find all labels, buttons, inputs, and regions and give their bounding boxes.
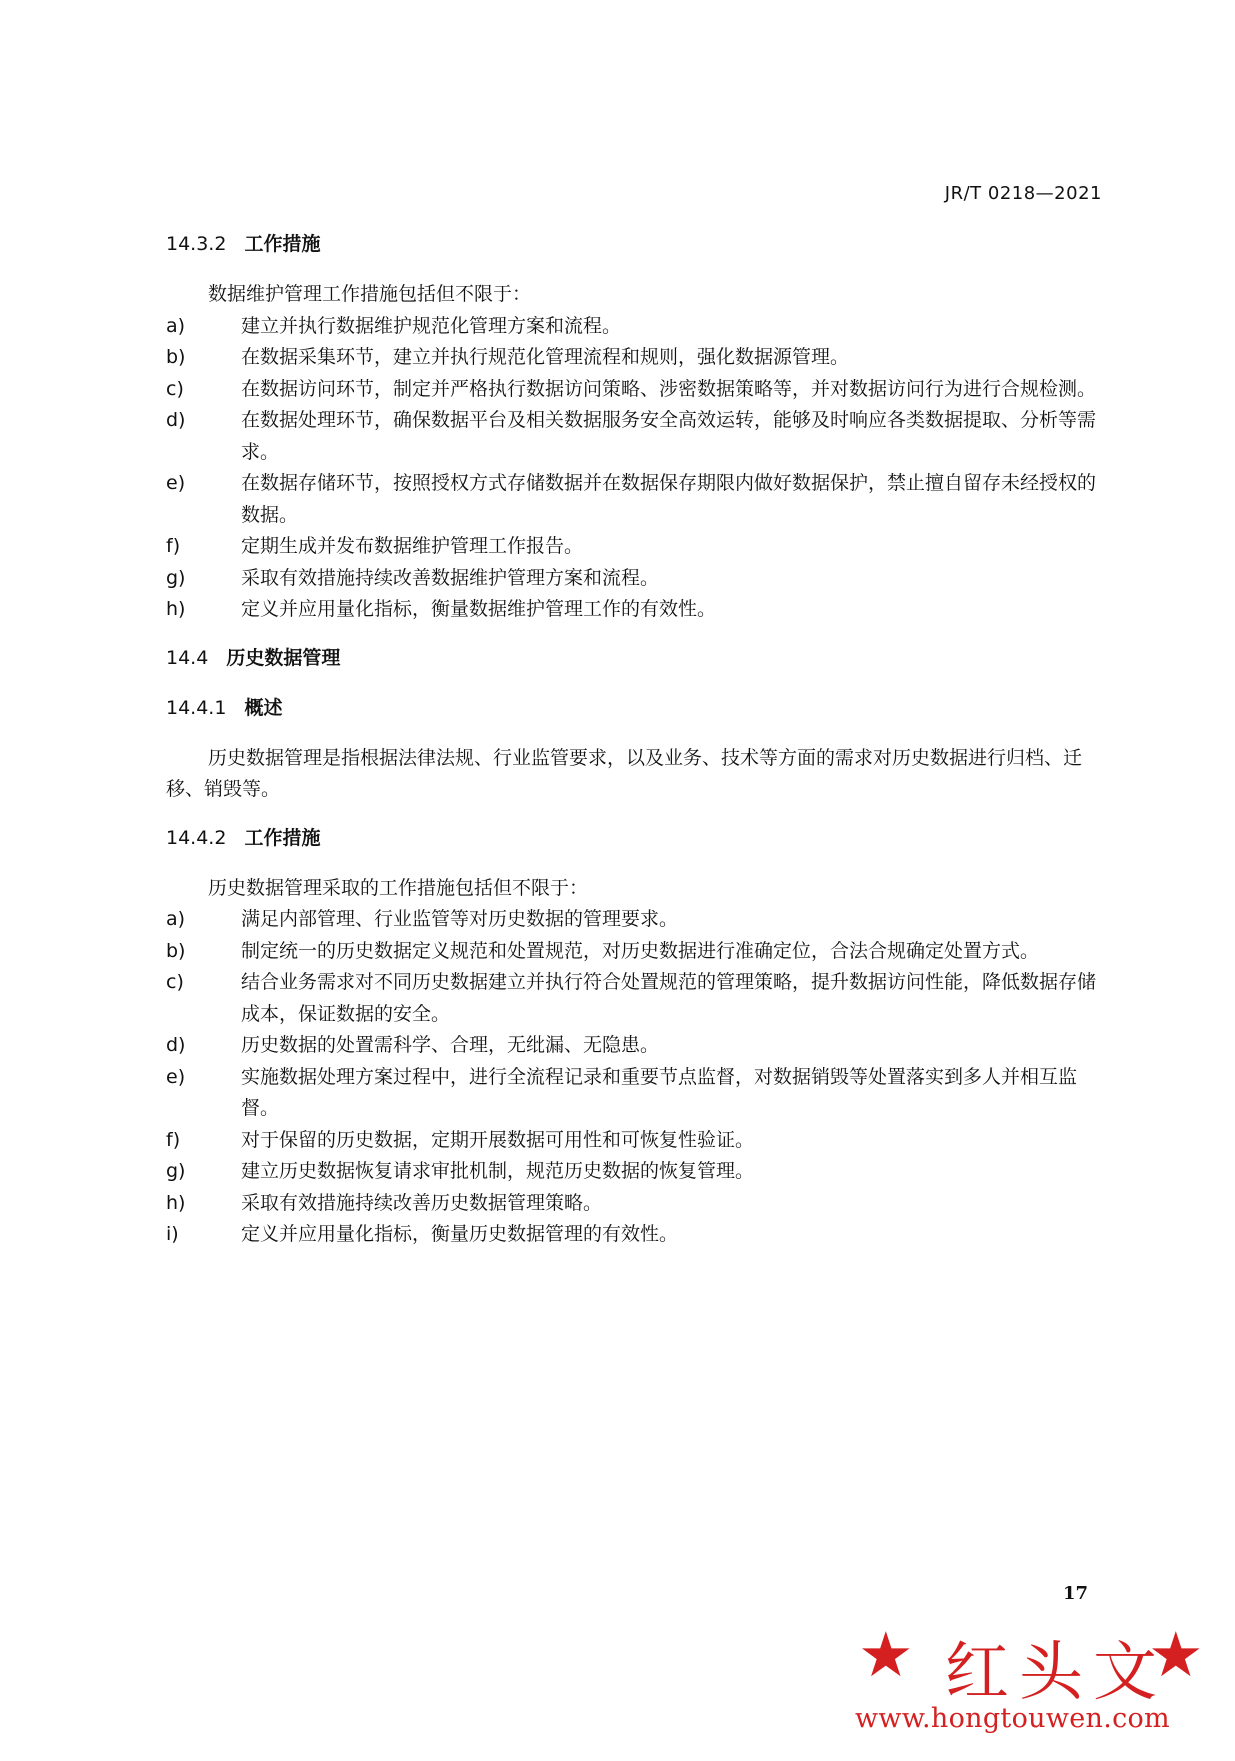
list-marker: f) [166, 535, 181, 557]
list-text: 定义并应用量化指标，衡量数据维护管理工作的有效性。 [241, 598, 717, 620]
page-number: 17 [1063, 1583, 1089, 1604]
list-marker: b) [166, 346, 186, 368]
section-number: 14.4.2 [166, 826, 227, 849]
list-item [166, 563, 1106, 595]
star-icon: ★ [858, 1618, 914, 1691]
list-marker: h) [166, 598, 186, 620]
list-marker: b) [166, 939, 186, 962]
section-heading [166, 229, 1106, 259]
list-text: 建立并执行数据维护规范化管理方案和流程。 [241, 314, 622, 337]
document-body [166, 229, 1106, 1268]
section-title: 历史数据管理 [226, 646, 341, 669]
list-text: 制定统一的历史数据定义规范和处置规范，对历史数据进行准确定位，合法合规确定处置方式。 [241, 939, 1040, 962]
section-body [166, 279, 1106, 626]
list-marker: h) [166, 1191, 186, 1214]
section-title: 概述 [244, 696, 283, 719]
section-paragraph: 历史数据管理是指根据法律法规、行业监管要求，以及业务、技术等方面的需求对历史数据进行归档、迁移、销毁等。 [166, 746, 1083, 800]
list-item [166, 1156, 1106, 1188]
section-number: 14.4.1 [166, 696, 227, 719]
list-text: 定义并应用量化指标，衡量历史数据管理的有效性。 [241, 1223, 679, 1245]
list-item [166, 1188, 1106, 1220]
list-marker: e) [166, 1065, 186, 1088]
section-body [166, 743, 1106, 806]
star-icon: ★ [1148, 1618, 1204, 1691]
list-text: 对于保留的历史数据，定期开展数据可用性和可恢复性验证。 [241, 1128, 755, 1151]
section-heading [166, 643, 1106, 673]
list-item [166, 904, 1106, 936]
section-title: 工作措施 [244, 826, 321, 849]
watermark-logo-text: 红头文 [945, 1636, 1167, 1710]
list-marker: a) [166, 908, 186, 930]
list-item [166, 936, 1106, 968]
list-item [166, 531, 1106, 563]
section-heading [166, 693, 1106, 723]
list-item [166, 594, 1106, 626]
list-text: 在数据存储环节，按照授权方式存储数据并在数据保存期限内做好数据保护，禁止擅自留存未经授权的数据。 [241, 472, 1097, 526]
section-number: 14.3.2 [166, 233, 227, 255]
list-text: 建立历史数据恢复请求审批机制，规范历史数据的恢复管理。 [241, 1160, 755, 1182]
list-item [166, 1219, 1106, 1251]
section-heading [166, 823, 1106, 853]
list-item [166, 405, 1106, 468]
list-text: 采取有效措施持续改善数据维护管理方案和流程。 [241, 566, 660, 589]
list-marker: f) [166, 1128, 181, 1151]
list-marker: d) [166, 1034, 186, 1056]
list-marker: d) [166, 409, 186, 431]
list-item [166, 468, 1106, 531]
list-item [166, 1030, 1106, 1062]
list-text: 实施数据处理方案过程中，进行全流程记录和重要节点监督，对数据销毁等处置落实到多人并相互监督。 [241, 1065, 1078, 1119]
list-text: 历史数据的处置需科学、合理，无纰漏、无隐患。 [241, 1034, 660, 1056]
list-item [166, 967, 1106, 1030]
list-text: 定期生成并发布数据维护管理工作报告。 [241, 535, 584, 557]
list-item [166, 1125, 1106, 1157]
list-item [166, 1062, 1106, 1125]
list-text: 在数据访问环节，制定并严格执行数据访问策略、涉密数据策略等，并对数据访问行为进行合规检测。 [241, 377, 1097, 400]
list-marker: g) [166, 566, 186, 589]
watermark-url: www.hongtouwen.com [855, 1703, 1170, 1734]
section-title: 工作措施 [244, 233, 321, 255]
list-marker: i) [166, 1223, 179, 1245]
section-intro: 数据维护管理工作措施包括但不限于： [208, 283, 532, 305]
section-number: 14.4 [166, 646, 209, 669]
document-code: JR/T 0218—2021 [944, 183, 1102, 204]
list-text: 满足内部管理、行业监管等对历史数据的管理要求。 [241, 908, 679, 930]
list-marker: e) [166, 472, 186, 494]
section-intro: 历史数据管理采取的工作措施包括但不限于： [208, 876, 589, 899]
list-item [166, 374, 1106, 406]
section-body [166, 873, 1106, 1251]
list-marker: a) [166, 314, 186, 337]
list-marker: c) [166, 377, 184, 400]
list-item [166, 342, 1106, 374]
list-text: 在数据采集环节，建立并执行规范化管理流程和规则，强化数据源管理。 [241, 346, 850, 368]
list-text: 在数据处理环节，确保数据平台及相关数据服务安全高效运转，能够及时响应各类数据提取、分析等需求。 [241, 409, 1097, 463]
list-text: 结合业务需求对不同历史数据建立并执行符合处置规范的管理策略，提升数据访问性能，降低数据存储成本，保证数据的安全。 [241, 971, 1097, 1025]
list-marker: g) [166, 1160, 186, 1182]
list-item [166, 311, 1106, 343]
list-text: 采取有效措施持续改善历史数据管理策略。 [241, 1191, 603, 1214]
list-marker: c) [166, 971, 184, 993]
